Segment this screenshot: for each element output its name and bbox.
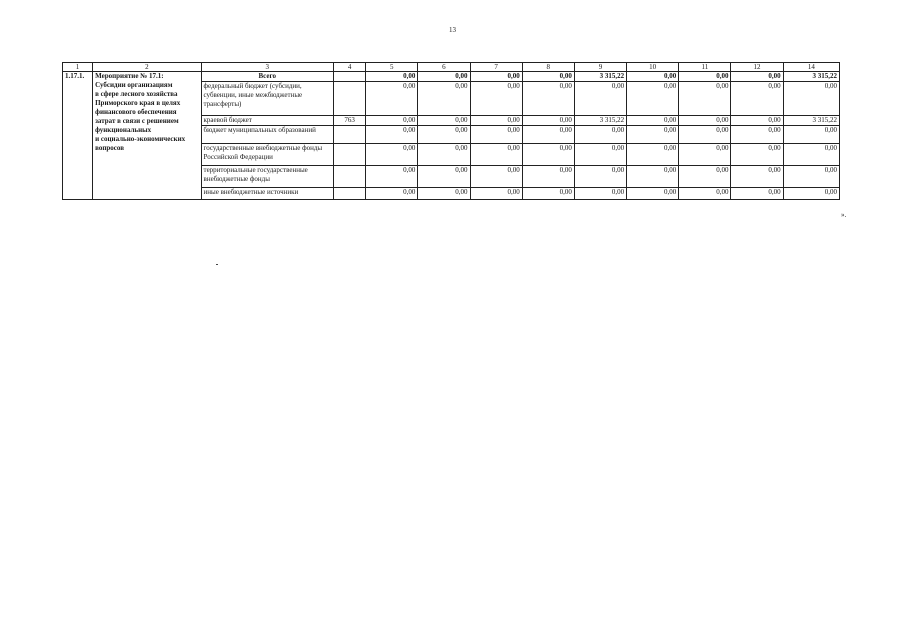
amount-cell: 0,00 — [731, 116, 783, 126]
amount-cell: 0,00 — [366, 126, 418, 144]
budget-code-cell — [334, 166, 366, 188]
funding-source-cell: федеральный бюджет (субсидии, субвенции, иные межбюджетные трансферты) — [201, 82, 334, 116]
amount-cell: 0,00 — [574, 166, 626, 188]
amount-cell: 0,00 — [574, 188, 626, 200]
amount-cell: 0,00 — [679, 116, 731, 126]
budget-table — [62, 62, 840, 200]
budget-code-cell: 763 — [334, 116, 366, 126]
budget-code-cell — [334, 144, 366, 166]
amount-cell: 0,00 — [627, 144, 679, 166]
amount-cell: 0,00 — [783, 144, 839, 166]
amount-cell: 3 315,22 — [783, 72, 839, 82]
amount-cell: 0,00 — [470, 72, 522, 82]
amount-cell: 0,00 — [470, 144, 522, 166]
funding-source-cell: государственные внебюджетные фонды Российской Федерации — [201, 144, 334, 166]
amount-cell: 0,00 — [679, 82, 731, 116]
closing-quote-mark: ». — [841, 211, 847, 219]
amount-cell: 0,00 — [418, 116, 470, 126]
funding-source-cell: иные внебюджетные источники — [201, 188, 334, 200]
amount-cell: 0,00 — [522, 116, 574, 126]
amount-cell: 0,00 — [470, 82, 522, 116]
amount-cell: 0,00 — [366, 72, 418, 82]
stray-mark — [216, 264, 218, 265]
amount-cell: 0,00 — [366, 116, 418, 126]
amount-cell: 0,00 — [470, 116, 522, 126]
amount-cell: 0,00 — [366, 166, 418, 188]
column-header-2: 2 — [93, 63, 201, 72]
amount-cell: 0,00 — [574, 82, 626, 116]
amount-cell: 3 315,22 — [783, 116, 839, 126]
amount-cell: 0,00 — [522, 82, 574, 116]
amount-cell: 0,00 — [627, 126, 679, 144]
amount-cell: 0,00 — [522, 144, 574, 166]
amount-cell: 0,00 — [574, 144, 626, 166]
amount-cell: 0,00 — [366, 144, 418, 166]
column-header-7: 7 — [470, 63, 522, 72]
amount-cell: 0,00 — [627, 72, 679, 82]
column-header-8: 8 — [522, 63, 574, 72]
amount-cell: 0,00 — [522, 188, 574, 200]
amount-cell: 3 315,22 — [574, 116, 626, 126]
amount-cell: 0,00 — [783, 188, 839, 200]
funding-source-cell: Всего — [201, 72, 334, 82]
table-body — [63, 72, 840, 200]
amount-cell: 0,00 — [470, 166, 522, 188]
amount-cell: 0,00 — [470, 188, 522, 200]
amount-cell: 0,00 — [731, 144, 783, 166]
amount-cell: 0,00 — [731, 166, 783, 188]
funding-source-cell: территориальные государственные внебюджетные фонды — [201, 166, 334, 188]
column-header-4: 4 — [334, 63, 366, 72]
budget-code-cell — [334, 188, 366, 200]
amount-cell: 0,00 — [418, 126, 470, 144]
amount-cell: 0,00 — [731, 82, 783, 116]
amount-cell: 0,00 — [522, 72, 574, 82]
amount-cell: 0,00 — [627, 166, 679, 188]
amount-cell: 0,00 — [574, 126, 626, 144]
amount-cell: 0,00 — [783, 166, 839, 188]
amount-cell: 0,00 — [470, 126, 522, 144]
header-row — [63, 63, 840, 72]
column-header-11: 11 — [679, 63, 731, 72]
amount-cell: 0,00 — [679, 188, 731, 200]
amount-cell: 0,00 — [366, 188, 418, 200]
amount-cell: 0,00 — [679, 72, 731, 82]
column-header-12: 12 — [731, 63, 783, 72]
column-header-6: 6 — [418, 63, 470, 72]
column-header-9: 9 — [574, 63, 626, 72]
amount-cell: 0,00 — [679, 144, 731, 166]
amount-cell: 0,00 — [627, 82, 679, 116]
amount-cell: 0,00 — [418, 72, 470, 82]
column-header-1: 1 — [63, 63, 93, 72]
column-header-10: 10 — [627, 63, 679, 72]
amount-cell: 0,00 — [731, 126, 783, 144]
amount-cell: 0,00 — [731, 188, 783, 200]
column-header-5: 5 — [366, 63, 418, 72]
measure-number-cell: 1.17.1. — [63, 72, 93, 200]
column-header-13: 14 — [783, 63, 839, 72]
amount-cell: 3 315,22 — [574, 72, 626, 82]
amount-cell: 0,00 — [418, 166, 470, 188]
amount-cell: 0,00 — [627, 116, 679, 126]
budget-code-cell — [334, 126, 366, 144]
amount-cell: 0,00 — [679, 126, 731, 144]
amount-cell: 0,00 — [783, 126, 839, 144]
amount-cell: 0,00 — [627, 188, 679, 200]
budget-code-cell — [334, 72, 366, 82]
activity-description-cell: Мероприятие № 17.1: Субсидии организациям в сфере лесного хозяйства Приморского края в целях финансового обеспечения затрат в связи с решением функциональных и социально-экономических вопросов — [93, 72, 201, 200]
column-header-3: 3 — [201, 63, 334, 72]
page-number: 13 — [449, 26, 456, 34]
funding-source-cell: краевой бюджет — [201, 116, 334, 126]
amount-cell: 0,00 — [522, 126, 574, 144]
amount-cell: 0,00 — [418, 188, 470, 200]
budget-code-cell — [334, 82, 366, 116]
amount-cell: 0,00 — [783, 82, 839, 116]
amount-cell: 0,00 — [418, 144, 470, 166]
amount-cell: 0,00 — [418, 82, 470, 116]
table-row — [63, 72, 840, 82]
amount-cell: 0,00 — [366, 82, 418, 116]
funding-source-cell: бюджет муниципальных образований — [201, 126, 334, 144]
amount-cell: 0,00 — [522, 166, 574, 188]
amount-cell: 0,00 — [731, 72, 783, 82]
amount-cell: 0,00 — [679, 166, 731, 188]
